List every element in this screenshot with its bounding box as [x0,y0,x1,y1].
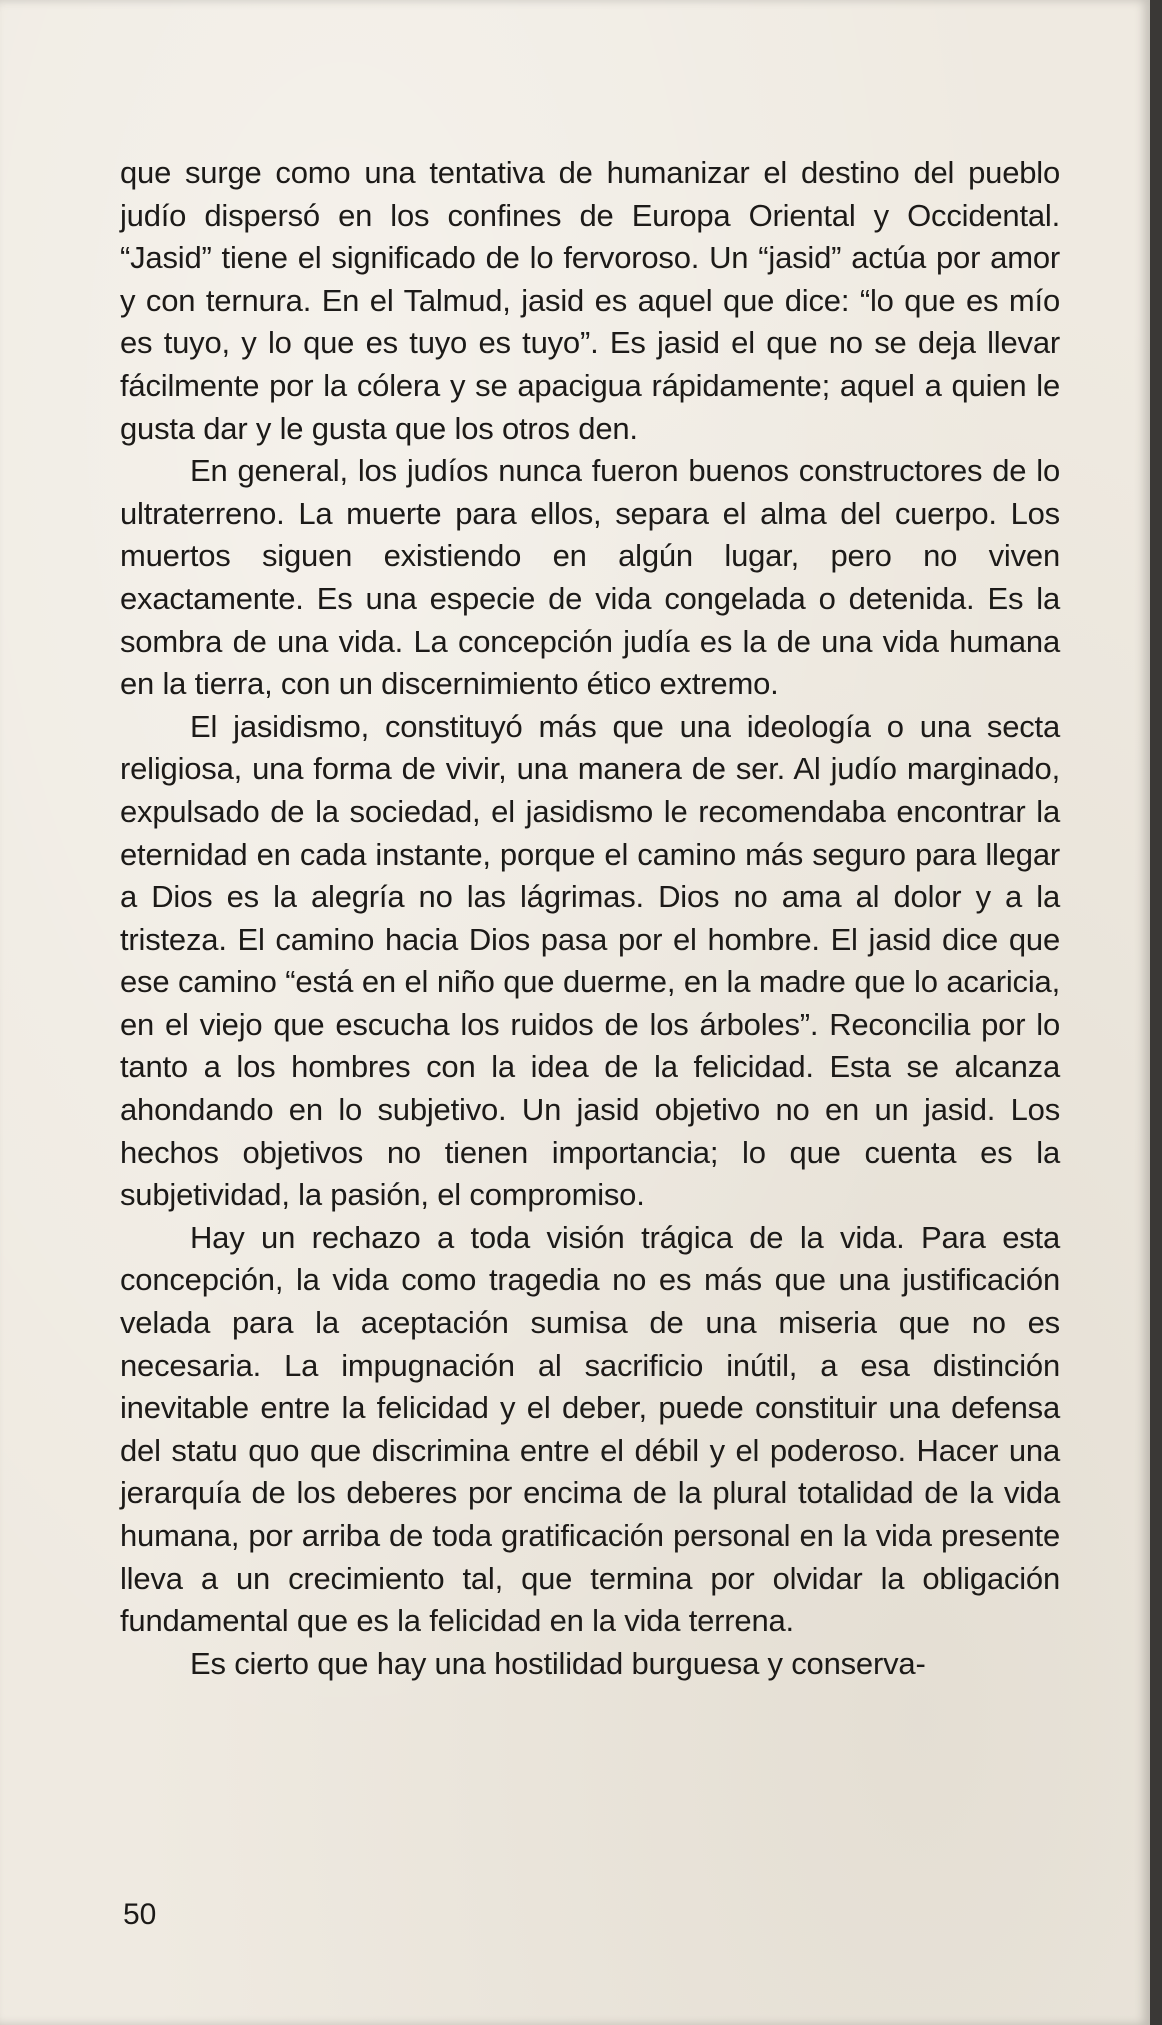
paragraph-5: Es cierto que hay una hostilidad burguesa y conserva- [190,1645,926,1681]
paragraph-3: El jasidismo, constituyó más que una ideología o una secta religiosa, una forma de vivir, una manera de ser. Al judío marginado, expulsado de la sociedad, el jasidismo le recomendaba encontrar la eternidad en cada instante, porque el camino más seguro para llegar a Dios es la alegría no las lágrimas. Dios no ama al dolor y a la tristeza. El camino hacia Dios pasa por el hombre. El jasid dice que ese camino “está en el niño que duerme, en la madre que lo acaricia, en el viejo que escucha los ruidos de los árboles”. Reconcilia por lo tanto a los hombres con la idea de la felicidad. Esta se alcanza ahondando en lo subjetivo. Un jasid objetivo no en un jasid. Los hechos objetivos no tienen importancia; lo que cuenta es la subjetividad, la pasión, el compromiso. [120,708,1060,1213]
paragraph-2: En general, los judíos nunca fueron buenos constructores de lo ultraterreno. La muerte para ellos, separa el alma del cuerpo. Los muertos siguen existiendo en algún lugar, pero no viven exactamente. Es una especie de vida congelada o detenida. Es la sombra de una vida. La concepción judía es la de una vida humana en la tierra, con un discernimiento ético extremo. [120,453,1060,702]
paragraph-1: que surge como una tentativa de humanizar el destino del pueblo judío dispersó en los confines de Europa Oriental y Occidental. “Jasid” tiene el significado de lo fervoroso. Un “jasid” actúa por amor y con ternura. En el Talmud, jasid es aquel que dice: “lo que es mío es tuyo, y lo que es tuyo es tuyo”. Es jasid el que no se deja llevar fácilmente por la cólera y se apacigua rápidamente; aquel a quien le gusta dar y le gusta que los otros den. [120,155,1060,446]
paragraph-4: Hay un rechazo a toda visión trágica de la vida. Para esta concepción, la vida como tragedia no es más que una justificación velada para la aceptación sumisa de una miseria que no es necesaria. La impugnación al sacrificio inútil, a esa distinción inevitable entre la felicidad y el deber, puede constituir una defensa del statu quo que discrimina entre el débil y el poderoso. Hacer una jerarquía de los deberes por encima de la plural totalidad de la vida humana, por arriba de toda gratificación personal en la vida presente lleva a un crecimiento tal, que termina por olvidar la obligación fundamental que es la felicidad en la vida terrena. [120,1219,1060,1639]
body-text [120,152,1060,1685]
page-number: 50 [123,1898,157,1931]
